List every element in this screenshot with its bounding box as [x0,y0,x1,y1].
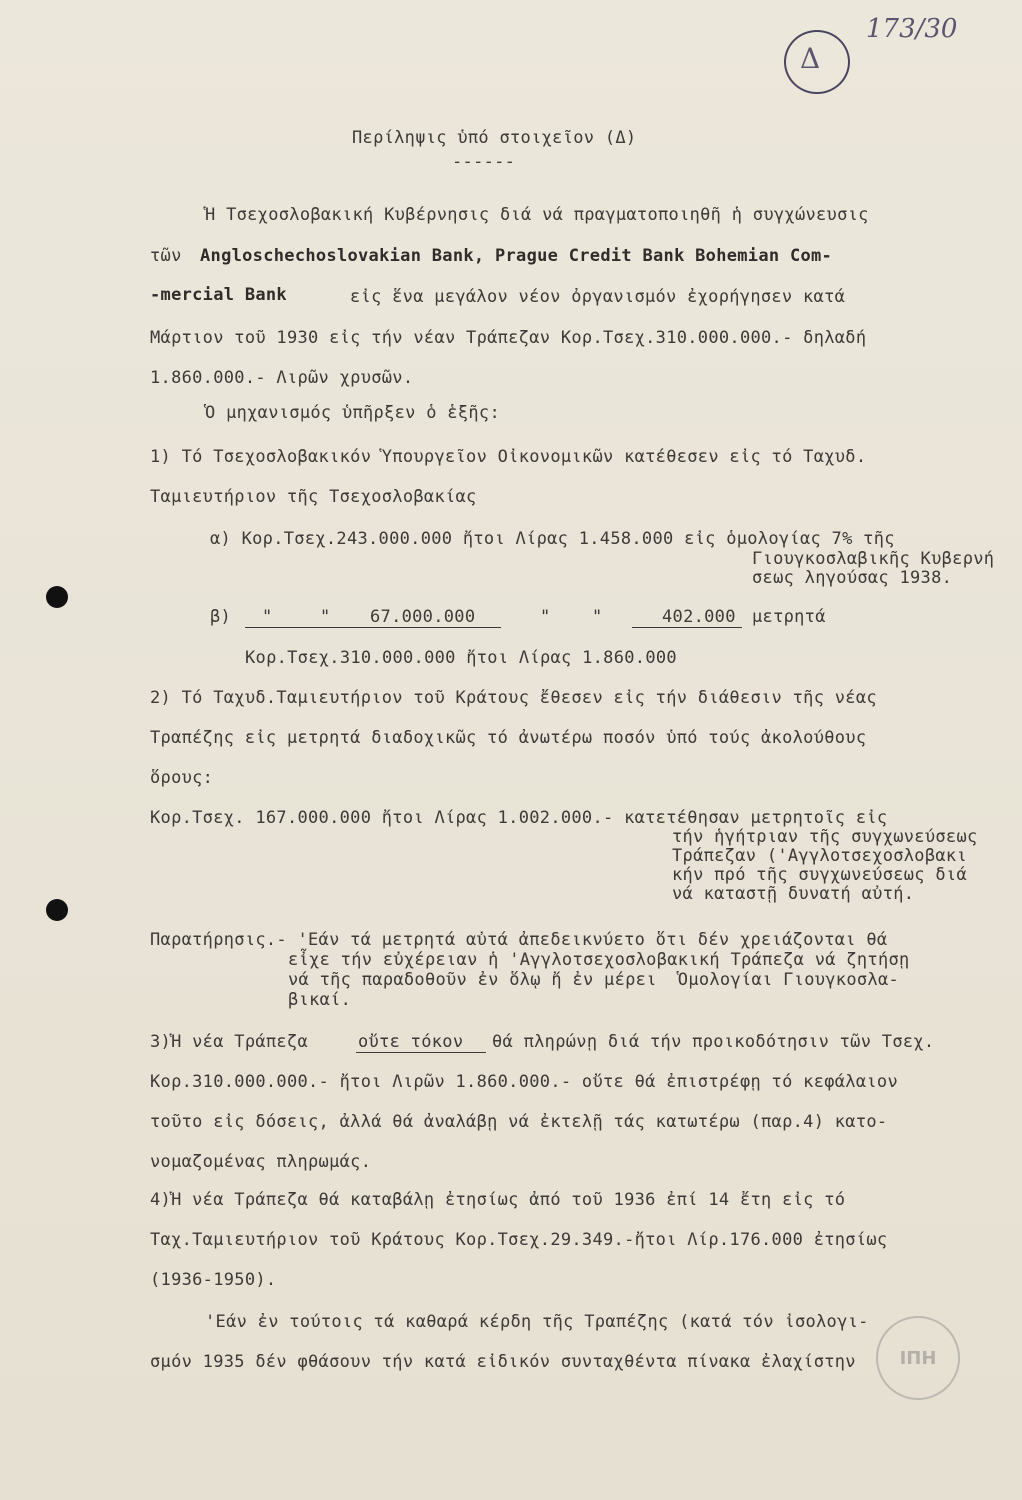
item-1b-cash: μετρητά [752,607,826,627]
item-3-line-4: νομαζομένας πληρωμάς. [150,1152,372,1172]
archive-stamp: ΙΠΗ [876,1316,960,1400]
item-3-underline [356,1052,486,1053]
deposit-line-2: τήν ἡγήτριαν τῆς συγχωνεύσεως [672,827,978,847]
item-1b-amount: 67.000.000 [370,607,476,627]
item-3-underlined: οὔτε τόκον [358,1032,464,1052]
deposit-line-1: Κορ.Τσεχ. 167.000.000 ἤτοι Λίρας 1.002.000.- κατετέθησαν μετρητοῖς εἰς [150,808,888,828]
title-rule: ------ [452,152,516,172]
document-title: Περίληψις ὑπό στοιχεῖον (Δ) [352,128,637,148]
deposit-line-3: Τράπεζαν ('Αγγλοτσεχοσλοβακι [672,846,967,866]
circled-letter: Δ [800,42,821,75]
item-1-total: Κορ.Τσεχ.310.000.000 ἤτοι Λίρας 1.860.000 [245,648,677,668]
item-1b-prefix: β) [210,607,232,627]
paragraph-1-line-2a: τῶν [150,246,182,266]
item-3-line-2: Κορ.310.000.000.- ἤτοι Λιρῶν 1.860.000.- οὔτε θά ἐπιστρέφῃ τό κεφάλαιον [150,1072,898,1092]
punch-hole-bottom [46,899,68,921]
item-1-line-1: 1) Τό Τσεχοσλοβακικόν Ὑπουργεῖον Οἰκονομικῶν κατέθεσεν εἰς τό Ταχυδ. [150,447,867,467]
paragraph-5-line-1: 'Εάν ἐν τούτοις τά καθαρά κέρδη τῆς Τραπέζης (κατά τόν ἰσολογι- [205,1312,869,1332]
note-line-1: Παρατήρησις.- 'Εάν τά μετρητά αὐτά ἀπεδεικνύετο ὅτι δέν χρειάζονται θά [150,930,888,950]
bank-names-cont: -mercial Bank [150,285,287,305]
deposit-line-4: κήν πρό τῆς συγχωνεύσεως διά [672,865,967,885]
item-1b-ditto-3: " [540,607,551,627]
item-1-line-2: Ταμιευτήριον τῆς Τσεχοσλοβακίας [150,487,477,507]
item-1b-ditto-2: " [320,607,331,627]
file-reference: 173/30 [866,14,958,44]
item-1a-line-3: σεως ληγούσας 1938. [752,568,953,588]
item-1a-line-1: α) Κορ.Τσεχ.243.000.000 ἤτοι Λίρας 1.458.000 εἰς ὁμολογίας 7% τῆς [210,529,895,549]
item-1b-ditto-4: " [592,607,603,627]
paragraph-1-line-4: Μάρτιον τοῦ 1930 εἰς τήν νέαν Τράπεζαν Κορ.Τσεχ.310.000.000.- δηλαδή [150,328,867,348]
paragraph-5-line-2: σμόν 1935 δέν φθάσουν τήν κατά εἰδικόν συνταχθέντα πίνακα ἐλαχίστην [150,1352,856,1372]
item-2-line-1: 2) Τό Ταχυδ.Ταμιευτήριον τοῦ Κράτους ἔθεσεν εἰς τήν διάθεσιν τῆς νέας [150,688,877,708]
paragraph-1-line-3: εἰς ἕνα μεγάλον νέον ὀργανισμόν ἐχορήγησεν κατά [350,287,846,307]
punch-hole-top [46,586,68,608]
item-3-line-1b: θά πληρώνῃ διά τήν προικοδότησιν τῶν Τσεχ. [492,1032,935,1052]
item-3-line-1a: 3)Ἡ νέα Τράπεζα [150,1032,309,1052]
deposit-line-5: νά καταστῇ δυνατή αὐτή. [672,884,915,904]
item-2-line-3: ὅρους: [150,768,214,788]
item-1b-underline-left [245,627,501,628]
item-4-line-1: 4)Ἡ νέα Τράπεζα θά καταβάλῃ ἐτησίως ἀπό τοῦ 1936 ἐπί 14 ἔτη εἰς τό [150,1190,846,1210]
note-line-3: νά τῆς παραδοθοῦν ἐν ὅλῳ ἤ ἐν μέρει Ὁμολογίαι Γιουγκοσλα- [288,970,900,990]
bank-names: Angloschechoslovakian Bank, Prague Credit Bank Bohemian Com- [200,246,833,266]
item-1b-lira: 402.000 [662,607,736,627]
item-3-line-3: τοῦτο εἰς δόσεις, ἀλλά θά ἀναλάβῃ νά ἐκτελῇ τάς κατωτέρω (παρ.4) κατο- [150,1112,888,1132]
paragraph-1-line-1: Ἡ Τσεχοσλοβακική Κυβέρνησις διά νά πραγματοποιηθῆ ἡ συγχώνευσις [205,205,869,225]
paragraph-1-line-5: 1.860.000.- Λιρῶν χρυσῶν. [150,368,414,388]
item-1b-ditto-1: " [262,607,273,627]
item-1a-line-2: Γιουγκοσλαβικῆς Κυβερνή [752,549,995,569]
paragraph-2: Ὁ μηχανισμός ὑπῆρξεν ὁ ἑξῆς: [205,403,500,423]
note-line-4: βικαί. [288,990,352,1010]
item-4-line-2: Ταχ.Ταμιευτήριον τοῦ Κράτους Κορ.Τσεχ.29.349.-ἤτοι Λίρ.176.000 ἐτησίως [150,1230,888,1250]
item-4-line-3: (1936-1950). [150,1270,277,1290]
note-line-2: εἶχε τήν εὐχέρειαν ἡ 'Αγγλοτσεχοσλοβακική Τράπεζα νά ζητήσῃ [288,950,910,970]
item-2-line-2: Τραπέζης εἰς μετρητά διαδοχικῶς τό ἀνωτέρω ποσόν ὑπό τούς ἀκολούθους [150,728,867,748]
item-1b-underline-right [632,627,742,628]
